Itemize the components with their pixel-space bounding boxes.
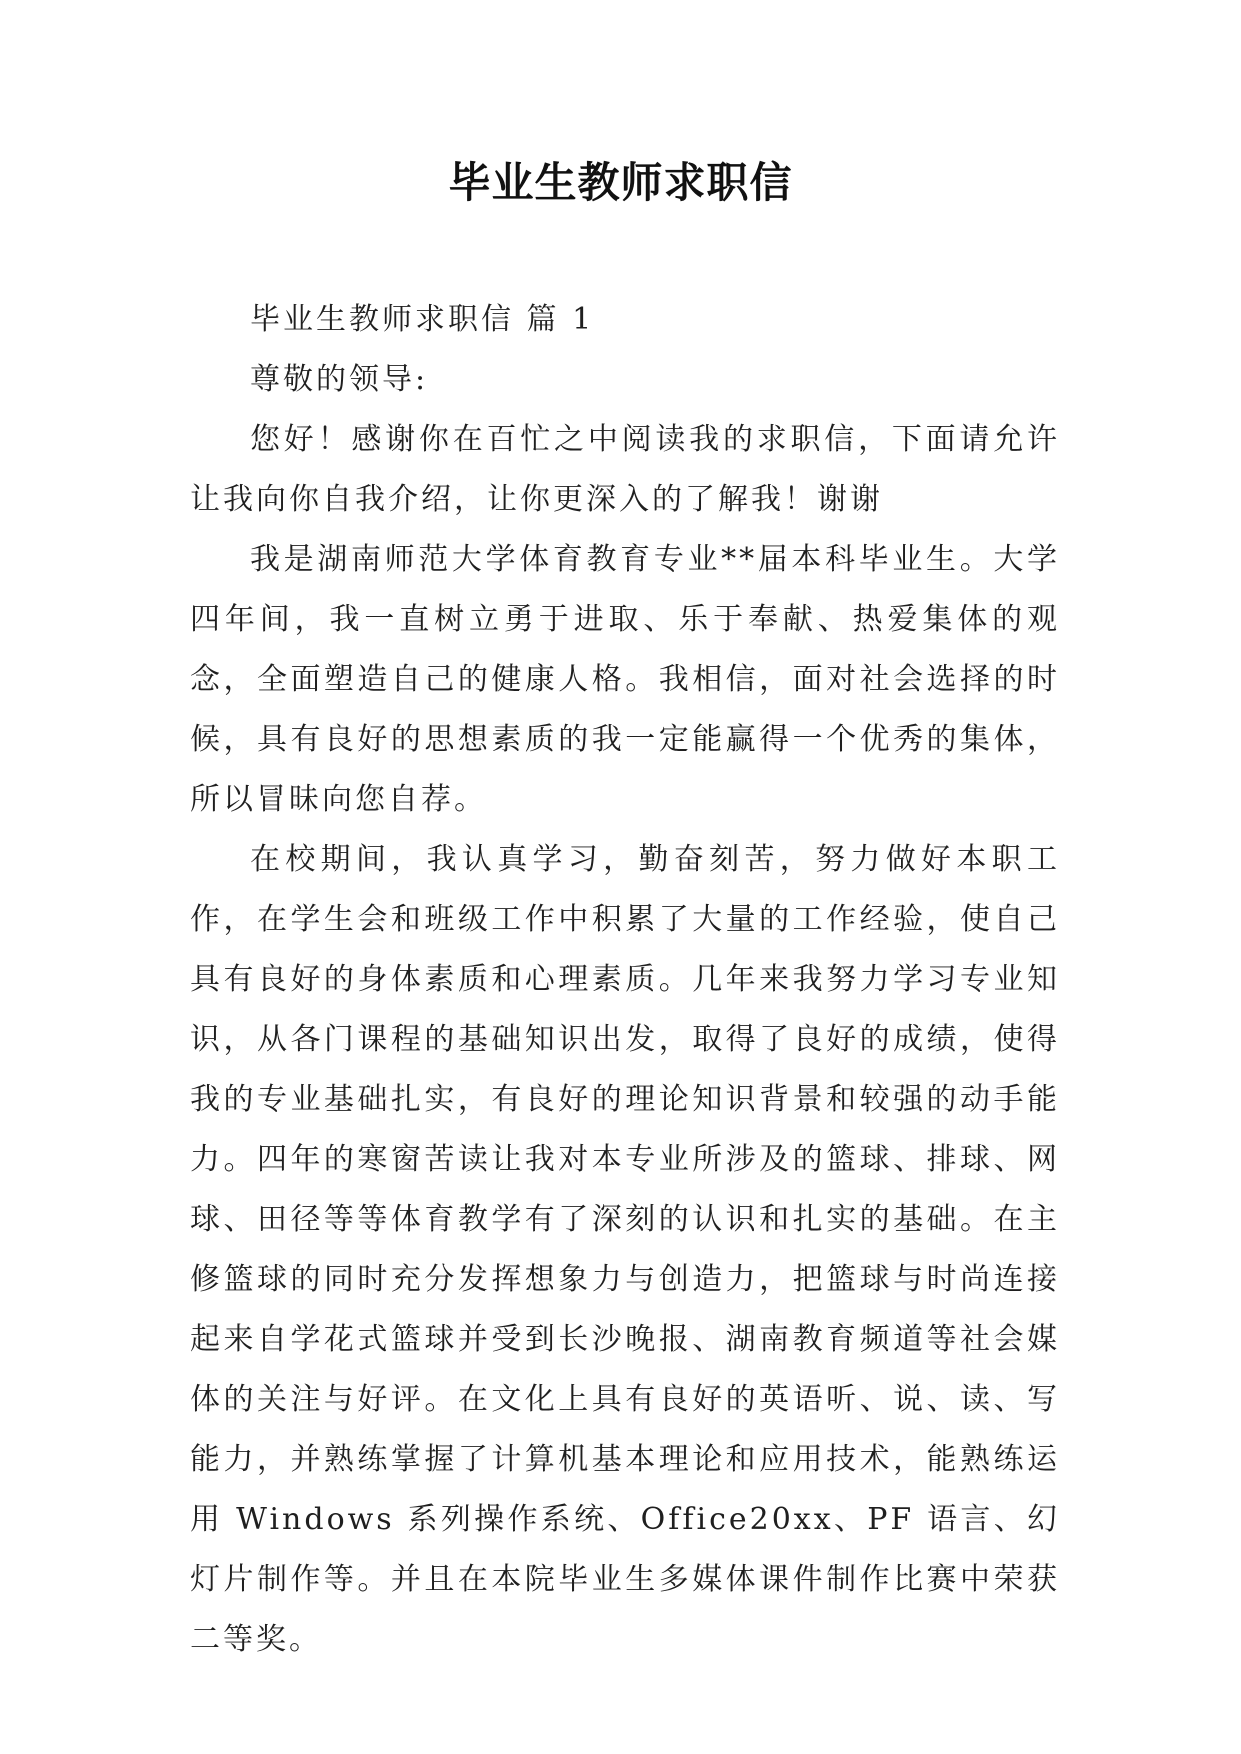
paragraph-greeting: 您好！感谢你在百忙之中阅读我的求职信，下面请允许让我向你自我介绍，让你更深入的了解我！谢谢 [190, 422, 1060, 517]
salutation: 尊敬的领导: [250, 362, 429, 397]
paragraph-experience: 在校期间，我认真学习，勤奋刻苦，努力做好本职工作，在学生会和班级工作中积累了大量的工作经验，使自己具有良好的身体素质和心理素质。几年来我努力学习专业知识，从各门课程的基础知识出发，取得了良好的成绩，使得我的专业基础扎实，有良好的理论知识背景和较强的动手能力。四年的寒窗苦读让我对本专业所涉及的篮球、排球、网球、田径等等体育教学有了深刻的认识和扎实的基础。在主修篮球的同时充分发挥想象力与创造力，把篮球与时尚连接起来自学花式篮球并受到长沙晚报、湖南教育频道等社会媒体的关注与好评。在文化上具有良好的英语听、说、读、写能力，并熟练掌握了计算机基本理论和应用技术，能熟练运用 Windows 系列操作系统、Office20xx、PF 语言、幻灯片制作等。并且在本院毕业生多媒体课件制作比赛中荣获二等奖。 [190, 842, 1060, 1657]
section-heading: 毕业生教师求职信 篇 1 [250, 302, 595, 337]
paragraph-introduction: 我是湖南师范大学体育教育专业**届本科毕业生。大学四年间，我一直树立勇于进取、乐于奉献、热爱集体的观念，全面塑造自己的健康人格。我相信，面对社会选择的时候，具有良好的思想素质的我一定能赢得一个优秀的集体，所以冒昧向您自荐。 [190, 542, 1060, 817]
document-title: 毕业生教师求职信 [448, 158, 793, 207]
document-body [190, 290, 1060, 1670]
